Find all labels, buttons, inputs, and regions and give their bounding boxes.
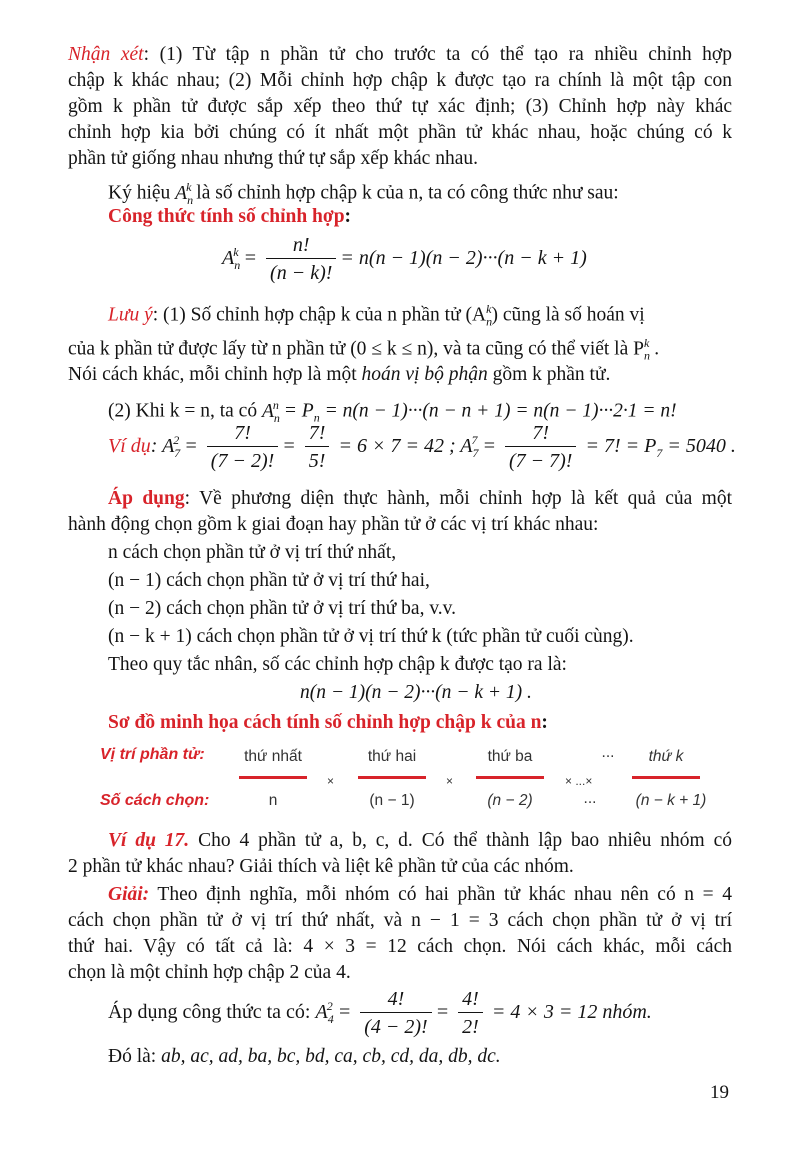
apply-line1 (68, 486, 732, 512)
diagram-count-4: (n − k + 1) (635, 792, 707, 809)
ex-end: = 7! = P (580, 435, 657, 458)
sol-num-1: 4! (387, 988, 405, 1010)
note-line1: Lưu ý: (1) Số chỉnh hợp chập k của n phần tử $(A_n^k)$ cũng là số hoán vị (108, 302, 645, 329)
note-line3 (68, 362, 610, 388)
solution-line3: thứ hai. Vậy có tất cả là: 4 × 3 = 12 cách chọn. Nói cách khác, mỗi cách (68, 936, 732, 957)
apply-step-3: (n − 2) cách chọn phần tử ở vị trí thứ ba, v.v. (108, 598, 457, 619)
ex-den-f: (7 − 7)! (505, 446, 576, 475)
diagram-dots-top: ... (601, 744, 615, 761)
para1-line5: phần tử giống nhau nhưng thứ tự sắp xếp khác nhau. (68, 148, 478, 169)
solution-list-prefix: Đó là: (108, 1046, 162, 1067)
diagram-count-3: (n − 2) (487, 792, 533, 809)
diagram-pos-3: thứ ba (487, 748, 533, 765)
para1-label: Nhận xét (68, 44, 144, 65)
note-line2: của k phần tử được lấy từ n phần tử (0 ≤ k ≤ n), và ta cũng có thể viết là $P_n^k$ . (68, 336, 660, 363)
solution-line4: chọn là một chỉnh hợp chập 2 của 4. (68, 962, 351, 983)
ex-num-e: 7! (532, 422, 550, 444)
para1-line1 (68, 42, 732, 68)
ex-mid: = 6 × 7 = 42 ; (333, 435, 461, 458)
para1-line2: chập k khác nhau; (2) Mỗi chỉnh hợp chập k được tạo ra chính là một tập con (68, 70, 732, 91)
apply-label: Áp dụng (108, 488, 185, 509)
formula-rhs: = n(n − 1)(n − 2)···(n − k + 1) (340, 247, 587, 270)
diagram-dots-bottom: ... (583, 790, 597, 807)
notation-after: là số chỉnh hợp chập k của n, ta có công thức như sau: (191, 182, 619, 204)
note-label: Lưu ý (108, 304, 153, 326)
diagram-count-2: (n − 1) (369, 792, 415, 809)
formula-heading-text: Công thức tính số chỉnh hợp (108, 206, 345, 227)
sol-result: = 4 × 3 = 12 nhóm. (486, 1001, 652, 1024)
sol-den-2: 2! (458, 1012, 483, 1041)
diagram-row2-label: Số cách chọn: (100, 792, 210, 809)
solution-list-line (108, 1044, 501, 1070)
diagram-pos-1: thứ nhất (244, 748, 302, 765)
apply-step-1: n cách chọn phần tử ở vị trí thứ nhất, (108, 542, 397, 563)
solution-label: Giải: (108, 884, 150, 905)
diagram-row1-label: Vị trí phần tử: (100, 746, 205, 763)
note-line3-c: gồm k phần tử. (487, 364, 611, 385)
notation-before: Ký hiệu (108, 182, 176, 204)
example17-line2: 2 phần tử khác nhau? Giải thích và liệt kê phần tử của các nhóm. (68, 856, 574, 877)
apply-rule: Theo quy tắc nhân, số các chỉnh hợp chập k được tạo ra là: (108, 654, 567, 675)
ex-num-a: 7! (234, 422, 251, 444)
example-line: Ví dụ: $A_7^2$ = $\frac{7!}{(7 - 2)!}$ = $\frac{7!}{5!}$ = 6 × 7 = 42 ; $A_7^7$ = $\frac{7!}{(7 - 7)!}$ = 7! = $P_7 = 5040$ . (108, 420, 736, 475)
apply-line2: hành động chọn gồm k giai đoạn hay phần tử ở các vị trí khác nhau: (68, 514, 599, 535)
diagram-op-3: × ...× (565, 774, 593, 788)
diagram-heading-text: Sơ đồ minh họa cách tính số chỉnh hợp chập k của n (108, 712, 542, 733)
note-line1-a: : (1) Số chỉnh hợp chập k của n phần tử (A (152, 304, 487, 326)
ex-end2: = 5040 . (662, 435, 736, 458)
diagram-pos-4: thứ k (648, 748, 684, 765)
ex-num-c: 7! (308, 422, 326, 444)
sol-den-1: (4 − 2)! (360, 1012, 431, 1041)
formula-heading: Công thức tính số chỉnh hợp: (108, 206, 352, 227)
formula-den: (n − k)! (266, 258, 336, 287)
note-line4-b: = P (283, 400, 314, 422)
diagram-pos-2: thứ hai (367, 748, 417, 765)
apply-step-4: (n − k + 1) cách chọn phần tử ở vị trí thứ k (tức phần tử cuối cùng). (108, 626, 634, 647)
note-line3-b: hoán vị bộ phận (361, 364, 488, 385)
para1-line4: chỉnh hợp kia bởi chúng có ít nhất một phần tử khác nhau, hoặc chúng có k (68, 122, 732, 143)
diagram-bar-4 (632, 776, 700, 779)
sol-num-2: 4! (462, 988, 479, 1010)
example17-label: Ví dụ 17. (108, 830, 190, 851)
ex-den-d: 5! (305, 446, 330, 475)
para1-line3: gồm k phần tử được sắp xếp theo thứ tự xác định; (3) Chỉnh hợp này khác (68, 96, 732, 117)
diagram-bar-3 (476, 776, 544, 779)
diagram-bar-1 (239, 776, 307, 779)
page-number: 19 (710, 1082, 729, 1103)
note-line3-a: Nói cách khác, mỗi chỉnh hợp là một (68, 364, 362, 385)
formula-lhs: A (222, 247, 235, 270)
notation-line: Ký hiệu $A_n^k$ là số chỉnh hợp chập k của n, ta có công thức như sau: (108, 180, 619, 207)
apply-line1-text: : Về phương diện thực hành, mỗi chỉnh hợp là kết quả của một (184, 488, 733, 509)
arrangement-formula: $A_n^k$ = $\frac{n!}{(n - k)!}$ = n(n − 1)(n − 2)···(n − k + 1) (222, 232, 587, 287)
apply-step-2: (n − 1) cách chọn phần tử ở vị trí thứ hai, (108, 570, 430, 591)
example17-line1 (68, 828, 732, 854)
note-line1-b: ) cũng là số hoán vị (491, 304, 645, 326)
para1-text-1: : (1) Từ tập n phần tử cho trước ta có thể tạo ra nhiều chỉnh hợp (143, 44, 732, 65)
note-line4-c: = n(n − 1)···(n − n + 1) = n(n − 1)···2·1 = n! (319, 400, 677, 422)
solution-line2: cách chọn phần tử ở vị trí thứ nhất, và n − 1 = 3 cách chọn phần tử ở vị trí (68, 910, 732, 931)
note-line4-a: (2) Khi k = n, ta có (108, 400, 262, 422)
note-line4: (2) Khi k = n, ta có $A_n^n = P_n = n(n - 1)\cdot\cdot\cdot(n - n + 1) = n(n - 1)\cdot\cdot\cdot 2\cdot 1 = n$! (108, 398, 677, 425)
note-line2-text: của k phần tử được lấy từ n phần tử (0 ≤ k ≤ n), và ta cũng có thể viết là P (68, 338, 644, 360)
diagram-op-2: × (446, 774, 454, 788)
solution-line1 (68, 882, 732, 908)
solution-line1-text: Theo định nghĩa, mỗi nhóm có hai phần tử khác nhau nên có n = 4 (149, 884, 732, 905)
ex-den-b: (7 − 2)! (207, 446, 278, 475)
arrangement-diagram (100, 742, 720, 822)
solution-list: ab, ac, ad, ba, bc, bd, ca, cb, cd, da, db, dc. (161, 1046, 501, 1067)
diagram-heading: Sơ đồ minh họa cách tính số chỉnh hợp chập k của n: (108, 712, 548, 733)
example17-line1-text: Cho 4 phần tử a, b, c, d. Có thể thành lập bao nhiêu nhóm có (189, 830, 732, 851)
solution-apply-text: Áp dụng công thức ta có: (108, 1001, 316, 1024)
formula-num: n! (292, 234, 310, 256)
solution-formula: Áp dụng công thức ta có: $A_4^2$ = $\frac{4!}{(4 - 2)!}$ = $\frac{4!}{2!}$ = 4 × 3 = 12 nhóm. (108, 986, 652, 1041)
diagram-count-1: n (268, 792, 278, 809)
apply-product: n(n − 1)(n − 2)···(n − k + 1) . (300, 682, 532, 703)
diagram-bar-2 (358, 776, 426, 779)
diagram-op-1: × (327, 774, 335, 788)
example-label: Ví dụ (108, 435, 151, 458)
